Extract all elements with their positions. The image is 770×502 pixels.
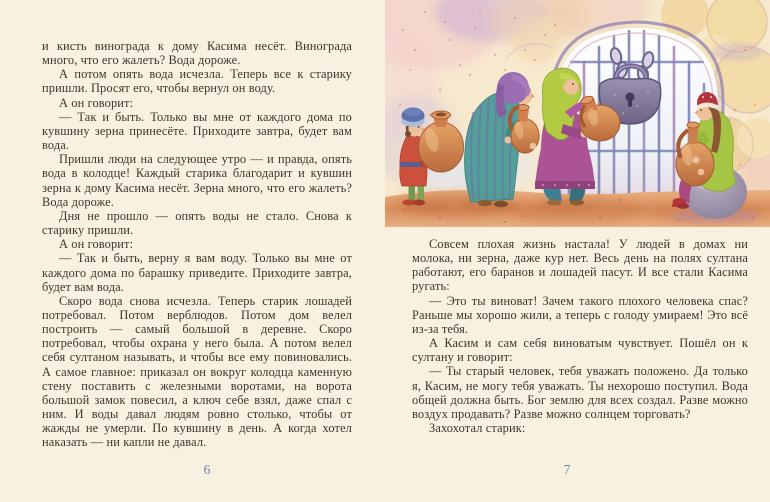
left-page-number: 6 <box>203 462 211 477</box>
paragraph: — Так и быть. Только вы мне от каждого дома по кувшину зерна принесёте. Приходите завтра, будет вам вода. <box>42 109 352 153</box>
paragraph: — Это ты виноват! Зачем такого плохого человека спас? Раньше мы хорошо жили, а теперь с голоду умираем! Это всё из-за тебя. <box>412 293 748 336</box>
paragraph: А Касим и сам себя виноватым чувствует. Пошёл он к султану и говорит: <box>412 336 748 365</box>
paragraph: Скоро вода снова исчезла. Теперь старик лошадей потребовал. Потом верблюдов. Потом дом велел построить — самый большой в деревне. Скоро потребовал, чтобы охрана у него была. А потом велел себя султаном называть, и чтобы все ему повиновались. А самое главное: приказал он вокруг колодца каменную стену поставить с железными воротами, на ворота большой замок повесил, а ключ себе взял, даже спал с ним. И воды давал людям ровно столько, чтобы от жажды не умерли. По кувшину в день. А когда хотел наказать — ни капли не давал. <box>42 293 352 450</box>
illustration <box>385 0 770 227</box>
paragraph: А он говорит: <box>59 237 134 252</box>
paragraph: Совсем плохая жизнь настала! У людей в домах ни молока, ни зерна, даже кур нет. Весь день на полях султана работают, его баранов и лошадей пасут. И все стали Касима ругать: <box>412 237 748 294</box>
paragraph: Дня не прошло — опять воды не стало. Снова к старику пришли. <box>42 208 352 238</box>
left-page-text <box>42 39 352 450</box>
paragraph: — Так и быть, верну я вам воду. Только вы мне от каждого дома по барашку приведите. Приходите завтра, будет вам вода. <box>42 251 352 294</box>
paragraph: и кисть винограда к дому Касима несёт. Винограда много, что его жалеть? Вода дороже. <box>42 39 352 68</box>
paragraph: А он говорит: <box>59 95 134 110</box>
paragraph: Захохотал старик: <box>429 421 526 436</box>
paragraph: — Ты старый человек, тебя уважать положено. Да только я, Касим, не могу тебя уважать. Ты нехорошо поступил. Вода общей должна быть. Бог землю для всех создал. Разве можно воздух продавать? Разве можно солнцем торговать? <box>412 364 748 421</box>
paragraph: Пришли люди на следующее утро — и правда, опять вода в колодце! Каждый старика благодарит и кувшин зерна к дому Касима несёт. Зерна много, что его жалеть? Вода дороже. <box>42 152 352 209</box>
paragraph: А потом опять вода исчезла. Теперь все к старику пришли. Просят его, чтобы вернул он воду. <box>42 67 352 96</box>
right-page-text <box>412 237 748 435</box>
right-page-number: 7 <box>563 462 571 477</box>
